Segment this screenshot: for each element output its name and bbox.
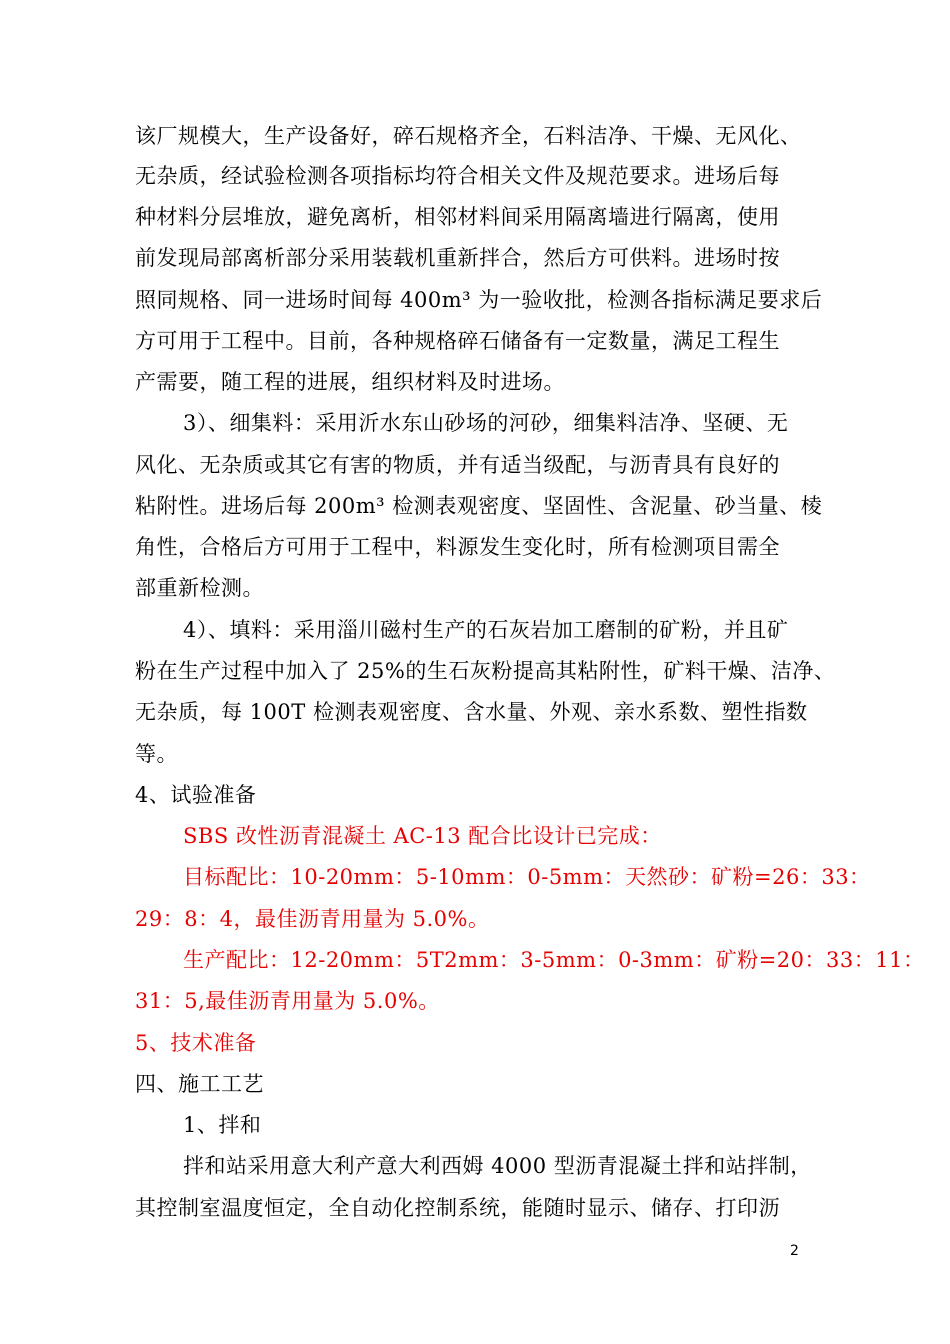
mix-design-line: 目标配比：10-20mm：5-10mm：0-5mm：天然砂：矿粉=26：33： <box>183 865 871 889</box>
paragraph-line: 部重新检测。 <box>135 576 264 600</box>
paragraph-line: 无杂质，每 100T 检测表观密度、含水量、外观、亲水系数、塑性指数 <box>135 700 808 724</box>
paragraph-line: 无杂质，经试验检测各项指标均符合相关文件及规范要求。进场后每 <box>135 164 780 188</box>
mix-design-line: 31：5,最佳沥青用量为 5.0%。 <box>135 989 440 1013</box>
paragraph-line: 种材料分层堆放，避免离析，相邻材料间采用隔离墙进行隔离，使用 <box>135 205 780 229</box>
paragraph-line: 等。 <box>135 742 178 766</box>
paragraph-line: 粉在生产过程中加入了 25%的生石灰粉提高其粘附性，矿料干燥、洁净、 <box>135 659 836 683</box>
paragraph-line: 前发现局部离析部分采用装载机重新拌合，然后方可供料。进场时按 <box>135 246 780 270</box>
paragraph-line: 风化、无杂质或其它有害的物质，并有适当级配，与沥青具有良好的 <box>135 453 780 477</box>
section-heading: 四、施工工艺 <box>135 1072 264 1096</box>
paragraph-line: 4）、填料：采用淄川磁村生产的石灰岩加工磨制的矿粉，并且矿 <box>183 618 789 642</box>
paragraph-line: 拌和站采用意大利产意大利西姆 4000 型沥青混凝土拌和站拌制， <box>183 1154 812 1178</box>
mix-design-line: 29：8：4，最佳沥青用量为 5.0%。 <box>135 907 490 931</box>
paragraph-line: 3）、细集料：采用沂水东山砂场的河砂，细集料洁净、坚硬、无 <box>183 411 789 435</box>
section-heading: 4、试验准备 <box>135 783 257 807</box>
paragraph-line: 其控制室温度恒定，全自动化控制系统，能随时显示、储存、打印沥 <box>135 1196 780 1220</box>
paragraph-line: 产需要，随工程的进展，组织材料及时进场。 <box>135 370 565 394</box>
subsection-heading: 1、拌和 <box>183 1113 262 1137</box>
page-number: 2 <box>790 1243 799 1259</box>
paragraph-line: 该厂规模大，生产设备好，碎石规格齐全，石料洁净、干燥、无风化、 <box>135 124 802 148</box>
paragraph-line: 照同规格、同一进场时间每 400m³ 为一验收批，检测各指标满足要求后 <box>135 288 823 312</box>
paragraph-line: 方可用于工程中。目前，各种规格碎石储备有一定数量，满足工程生 <box>135 329 780 353</box>
mix-design-line: SBS 改性沥青混凝土 AC-13 配合比设计已完成： <box>183 824 662 848</box>
section-heading: 5、技术准备 <box>135 1031 257 1055</box>
paragraph-line: 角性，合格后方可用于工程中，料源发生变化时，所有检测项目需全 <box>135 535 780 559</box>
mix-design-line: 生产配比：12-20mm：5T2mm：3-5mm：0-3mm：矿粉=20：33：11： <box>183 948 925 972</box>
paragraph-line: 粘附性。进场后每 200m³ 检测表观密度、坚固性、含泥量、砂当量、棱 <box>135 494 823 518</box>
